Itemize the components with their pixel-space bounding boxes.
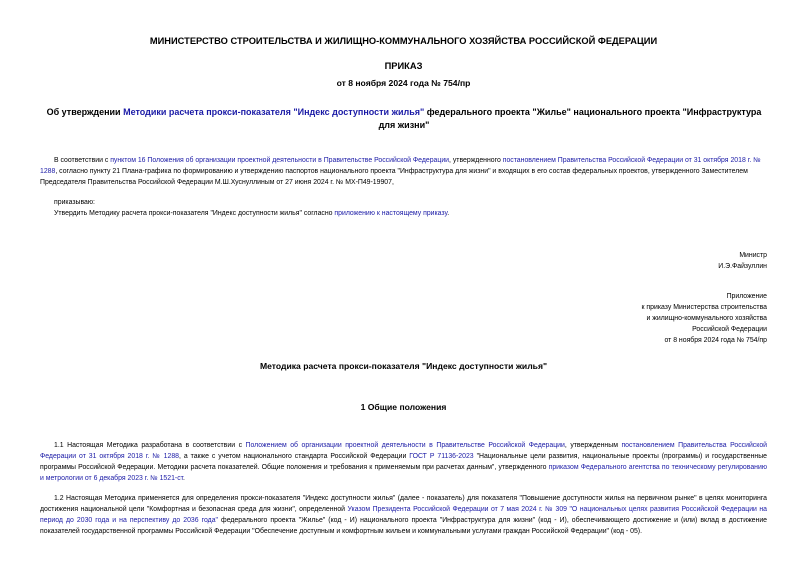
order-date-number: от 8 ноября 2024 года № 754/пр (336, 78, 471, 88)
title-suffix: федерального проекта "Жилье" национального проекта "Инфраструктура для жизни" (378, 107, 762, 130)
title-prefix: Об утверждении (46, 107, 124, 117)
appendix-block (642, 291, 768, 346)
p11-text-4: "Национальные цели развития, национальные проекты (программы) и государственные программы Российской Федерации. Методики расчета показателей. Общие положения и требования к применяемым при расчетах данным", утвержденного (40, 453, 767, 471)
approve-text-2: . (447, 210, 450, 217)
document-title (38, 106, 770, 132)
preamble-link-regulation[interactable]: пунктом 16 Положения об организации проектной деятельности в Правительстве Российской Федерации (110, 157, 450, 164)
appendix-line-1: Приложение (726, 293, 767, 300)
title-method-link[interactable]: Методики расчета прокси-показателя "Индекс доступности жилья" (123, 107, 425, 117)
appendix-line-3: и жилищно-коммунального хозяйства (646, 315, 767, 322)
p11-link-regulation[interactable]: Положением об организации проектной деятельности в Правительстве Российской Федерации (245, 442, 565, 449)
p11-link-decree[interactable]: постановлением Правительства Российской Федерации от 31 октября 2018 г. № 1288 (40, 442, 768, 460)
signature-block (718, 250, 767, 272)
p11-link-order[interactable]: приказом Федерального агентства по техническому регулированию и метрологии от 6 декабря 2023 г. № 1521-ст (40, 464, 767, 482)
document-type: ПРИКАЗ (384, 61, 423, 71)
preamble-text-1: В соответствии с (54, 157, 111, 164)
p11-text-5: . (183, 475, 185, 482)
p11-link-gost[interactable]: ГОСТ Р 71136-2023 (409, 453, 474, 460)
p12-text-1: 1.2 Настоящая Методика применяется для определения прокси-показателя "Индекс доступности жилья" (далее - показатель) для показателя "Повышение доступности жилья на первичном рынке" в целях мониторинга достижения национальной цели "Комфортная и безопасная среда для жизни", определенной (40, 495, 767, 513)
paragraph-1-2 (40, 493, 767, 537)
p12-text-2: федерального проекта "Жилье" (код - И) национального проекта "Инфраструктура для жизни" (код - И), обеспечивающего достижение и (или) вклад в достижение показателей государственной программы Российской Федерации "Обеспечение доступным и комфортным жильем и коммунальными услугами граждан Российской Федерации" (код - 05). (40, 517, 767, 535)
approve-appendix-link[interactable]: приложению к настоящему приказу (334, 210, 448, 217)
p11-text-1: 1.1 Настоящая Методика разработана в соответствии с (54, 442, 246, 449)
p11-text-2: , утвержденным (564, 442, 622, 449)
signature-name: И.Э.Файзуллин (718, 263, 767, 270)
appendix-line-2: к приказу Министерства строительства (641, 304, 767, 311)
approve-text-1: Утвердить Методику расчета прокси-показателя "Индекс доступности жилья" согласно (54, 210, 335, 217)
ministry-name: МИНИСТЕРСТВО СТРОИТЕЛЬСТВА И ЖИЛИЩНО-КОММУНАЛЬНОГО ХОЗЯЙСТВА РОССИЙСКОЙ ФЕДЕРАЦИИ (149, 36, 658, 46)
preamble-text-3: , согласно пункту 21 Плана-графика по формированию и утверждению паспортов национального проекта "Инфраструктура для жизни" и входящих в его состав федеральных проектов, утвержденного Заместителем Председателя Правительства Российской Федерации М.Ш.Хуснуллиным от 27 июня 2024 г. № МХ-П49-19907, (40, 168, 748, 186)
paragraph-1-1 (40, 440, 767, 484)
preamble-text-2: , утвержденного (449, 157, 503, 164)
approve-paragraph (54, 208, 767, 219)
appendix-line-4: Российской Федерации (692, 326, 767, 333)
signature-position: Министр (739, 252, 767, 259)
section-1-title: 1 Общие положения (360, 402, 447, 412)
method-title: Методика расчета прокси-показателя "Индекс доступности жилья" (259, 361, 548, 371)
p12-link-presidential-decree[interactable]: Указом Президента Российской Федерации от 7 мая 2024 г. № 309 "О национальных целях развития Российской Федерации на период до 2030 года и на перспективу до 2036 года" (40, 506, 767, 524)
order-word: приказываю: (54, 199, 95, 206)
p11-text-3: , а также с учетом национального стандарта Российской Федерации (179, 453, 410, 460)
preamble-paragraph (40, 155, 767, 188)
appendix-line-5: от 8 ноября 2024 года № 754/пр (664, 337, 767, 344)
preamble-link-decree[interactable]: постановлением Правительства Российской Федерации от 31 октября 2018 г. № 1288 (40, 157, 761, 175)
